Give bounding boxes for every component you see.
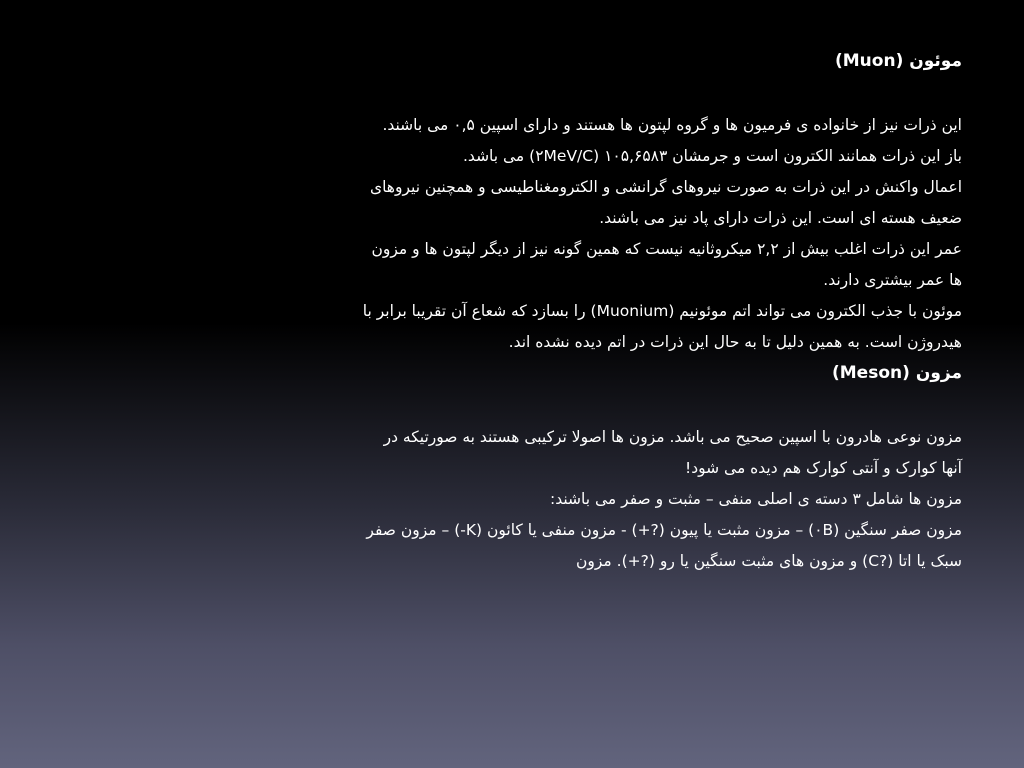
meson-paragraph-3: مزون صفر سنگین (۰B) – مزون مثبت یا پیون (?+) - مزون منفی یا کائون (K-) – مزون صفر سبک یا اتا (?C) و مزون های مثبت سنگین یا رو (?+). مزون <box>366 521 962 570</box>
muon-paragraph-4: عمر این ذرات اغلب بیش از ۲,۲ میکروثانیه نیست که همین گونه نیز از دیگر لپتون ها و مزون ها عمر بیشتری دارند. <box>371 240 962 289</box>
muon-paragraph-2: باز این ذرات همانند الکترون است و جرمشان ۱۰۵,۶۵۸۳ (۲MeV/C) می باشد. <box>463 147 962 165</box>
muon-paragraph-1: این ذرات نیز از خانواده ی فرمیون ها و گروه لپتون ها هستند و دارای اسپین ۰,۵ می باشند. <box>382 116 962 134</box>
meson-heading: مزون (Meson) <box>831 363 962 383</box>
muon-paragraph-3: اعمال واکنش در این ذرات به صورت نیروهای گرانشی و الکترومغناطیسی و همچنین نیروهای ضعیف هسته ای است. این ذرات دارای پاد نیز می باشند. <box>369 178 962 227</box>
meson-paragraph-2: مزون ها شامل ۳ دسته ی اصلی منفی – مثبت و صفر می باشند: <box>550 490 962 508</box>
muon-paragraph-5: موئون با جذب الکترون می تواند اتم موئونیم (Muonium) را بسازد که شعاع آن تقریبا برابر با هیدروژن است. به همین دلیل تا به حال این ذرات در اتم دیده نشده اند. <box>362 302 962 351</box>
muon-heading: موئون (Muon) <box>834 51 962 71</box>
meson-paragraph-1: مزون نوعی هادرون با اسپین صحیح می باشد. مزون ها اصولا ترکیبی هستند به صورتیکه در آنها کوارک و آنتی کوارک هم دیده می شود! <box>383 428 962 477</box>
slide-content <box>362 46 962 577</box>
